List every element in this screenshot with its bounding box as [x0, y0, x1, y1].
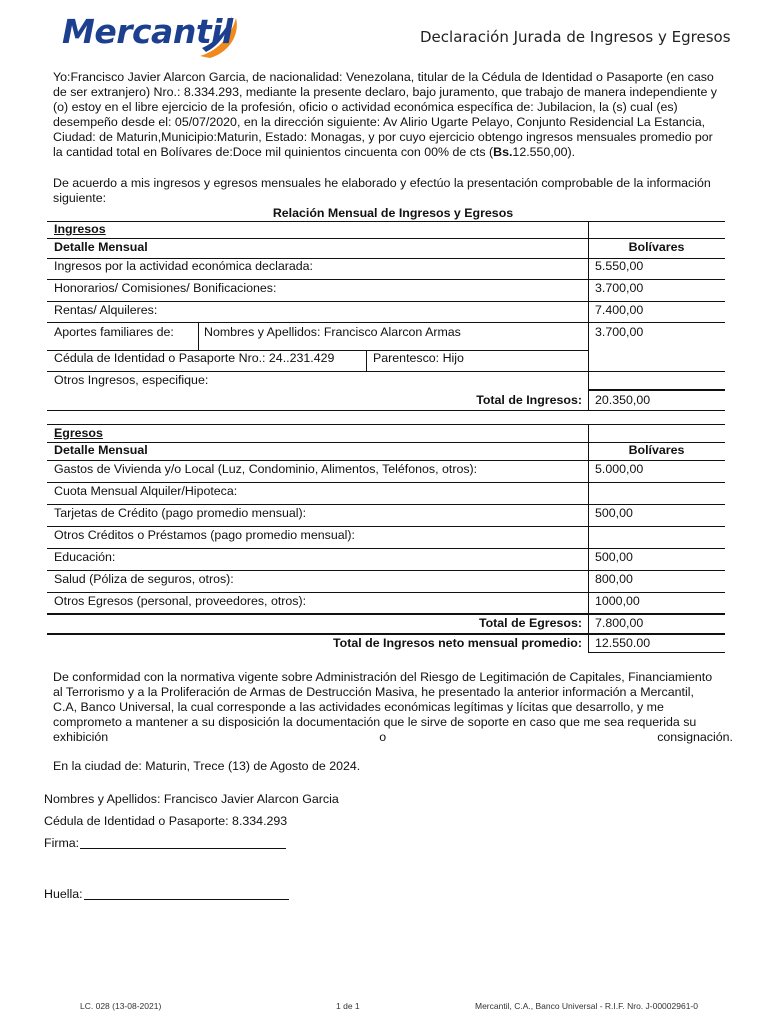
total-ingresos-label: Total de Ingresos:: [476, 393, 582, 407]
rentas-label: Rentas/ Alquileres:: [54, 303, 158, 317]
text-line: al Terrorismo y a la Proliferación de Armas de Destrucción Masiva, he presentado la anterior información a Mercantil,: [53, 685, 694, 699]
total-neto-value: 12.550.00: [595, 636, 651, 650]
text-line: comprometo a mantener a su disposición la documentación que le sirve de soporte en caso que me sea requerida su: [53, 715, 697, 729]
otros-ingresos-label: Otros Ingresos, especifique:: [54, 373, 209, 387]
mercantil-logo: Mercantil: [62, 12, 233, 51]
egresos-row-value: 800,00: [595, 572, 633, 586]
signer-name: Nombres y Apellidos: Francisco Javier Alarcon Garcia: [44, 792, 339, 806]
text-line: De conformidad con la normativa vigente sobre Administración del Riesgo de Legitimación de Capitales, Financiamiento: [53, 670, 713, 684]
detalle-mensual-header: Detalle Mensual: [54, 443, 148, 457]
footer-company: Mercantil, C.A., Banco Universal - R.I.F. Nro. J-00002961-0: [475, 1001, 698, 1011]
egresos-row-value: 5.000,00: [595, 462, 644, 476]
honorarios-value: 3.700,00: [595, 281, 644, 295]
detalle-mensual-header: Detalle Mensual: [54, 240, 148, 254]
egresos-row-label: Gastos de Vivienda y/o Local (Luz, Condominio, Alimentos, Teléfonos, otros):: [54, 462, 478, 476]
huella-label: Huella:: [44, 887, 83, 901]
egresos-section-title: Egresos: [54, 426, 103, 440]
egresos-row-label: Otros Créditos o Préstamos (pago promedio mensual):: [54, 528, 355, 542]
egresos-row-label: Salud (Póliza de seguros, otros):: [54, 572, 234, 586]
total-egresos-label: Total de Egresos:: [478, 616, 582, 630]
text-line: de ser extranjero) Nro.: 8.334.293, mediante la presente declaro, bajo juramento, que trabajo de manera independiente y: [53, 85, 718, 99]
egresos-row-value: 1000,00: [595, 594, 640, 608]
ingresos-actividad-label: Ingresos por la actividad económica declarada:: [54, 259, 313, 273]
text-line: exhibición o consignación.: [53, 730, 733, 744]
text-line: desempeño desde el: 05/07/2020, en la dirección siguiente: Av Alirio Ugarte Pelayo, Conjunto Residencial La Estancia,: [53, 115, 706, 129]
firma-label: Firma:: [44, 836, 80, 850]
egresos-row-value: 500,00: [595, 506, 633, 520]
city-date: En la ciudad de: Maturin, Trece (13) de Agosto de 2024.: [53, 759, 361, 773]
aportes-name: Nombres y Apellidos: Francisco Alarcon Armas: [204, 325, 461, 339]
declaration-paragraph: [53, 70, 733, 160]
table-title: Relación Mensual de Ingresos y Egresos: [272, 206, 514, 220]
ingresos-section-title: Ingresos: [54, 222, 106, 236]
total-neto-label: Total de Ingresos neto mensual promedio:: [333, 636, 582, 650]
firma-line[interactable]: [80, 848, 286, 849]
egresos-row-label: Cuota Mensual Alquiler/Hipoteca:: [54, 484, 238, 498]
text-line: De acuerdo a mis ingresos y egresos mensuales he elaborado y efectúo la presentación comprobable de la información: [53, 176, 711, 190]
ingresos-actividad-value: 5.550,00: [595, 259, 644, 273]
total-ingresos-value: 20.350,00: [595, 393, 651, 407]
total-egresos-value: 7.800,00: [595, 616, 644, 630]
cedula-aportante: Cédula de Identidad o Pasaporte Nro.: 24..231.429: [54, 351, 335, 365]
signer-id: Cédula de Identidad o Pasaporte: 8.334.293: [44, 814, 288, 828]
egresos-row-label: Educación:: [54, 550, 116, 564]
aportes-value: 3.700,00: [595, 325, 644, 339]
text-line: (o) estoy en el libre ejercicio de la profesión, oficio o actividad económica específica de: Jubilacion, la (s) cual (es): [53, 100, 678, 114]
text-line: la cantidad total en Bolívares de:Doce mil quinientos cincuenta con 00% de cts (Bs.12.550,00).: [53, 145, 576, 159]
document-title: Declaración Jurada de Ingresos y Egresos: [420, 28, 731, 46]
honorarios-label: Honorarios/ Comisiones/ Bonificaciones:: [54, 281, 277, 295]
intro-paragraph: [53, 176, 733, 206]
text-line: siguiente:: [53, 191, 107, 205]
footer-form-code: LC. 028 (13-08-2021): [80, 1001, 162, 1011]
text-line: Yo:Francisco Javier Alarcon Garcia, de nacionalidad: Venezolana, titular de la Cédula de Identidad o Pasaporte (en caso: [53, 70, 714, 84]
bolivares-header: Bolívares: [628, 240, 685, 254]
egresos-row-value: 500,00: [595, 550, 633, 564]
huella-line[interactable]: [84, 899, 289, 900]
bolivares-header: Bolívares: [628, 443, 685, 457]
text-line: Ciudad: de Maturin,Municipio:Maturin, Estado: Monagas, y por cuyo ejercicio obtengo ingresos mensuales promedio por: [53, 130, 713, 144]
rentas-value: 7.400,00: [595, 303, 644, 317]
footer-page-number: 1 de 1: [336, 1001, 360, 1011]
aportes-label: Aportes familiares de:: [54, 325, 174, 339]
egresos-row-label: Otros Egresos (personal, proveedores, otros):: [54, 594, 307, 608]
egresos-row-label: Tarjetas de Crédito (pago promedio mensual):: [54, 506, 307, 520]
conformity-paragraph: [53, 670, 733, 745]
text-line: C.A, Banco Universal, la cual corresponde a las actividades económicas legítimas y lícitas que desarrollo, y me: [53, 700, 664, 714]
parentesco: Parentesco: Hijo: [373, 351, 464, 365]
